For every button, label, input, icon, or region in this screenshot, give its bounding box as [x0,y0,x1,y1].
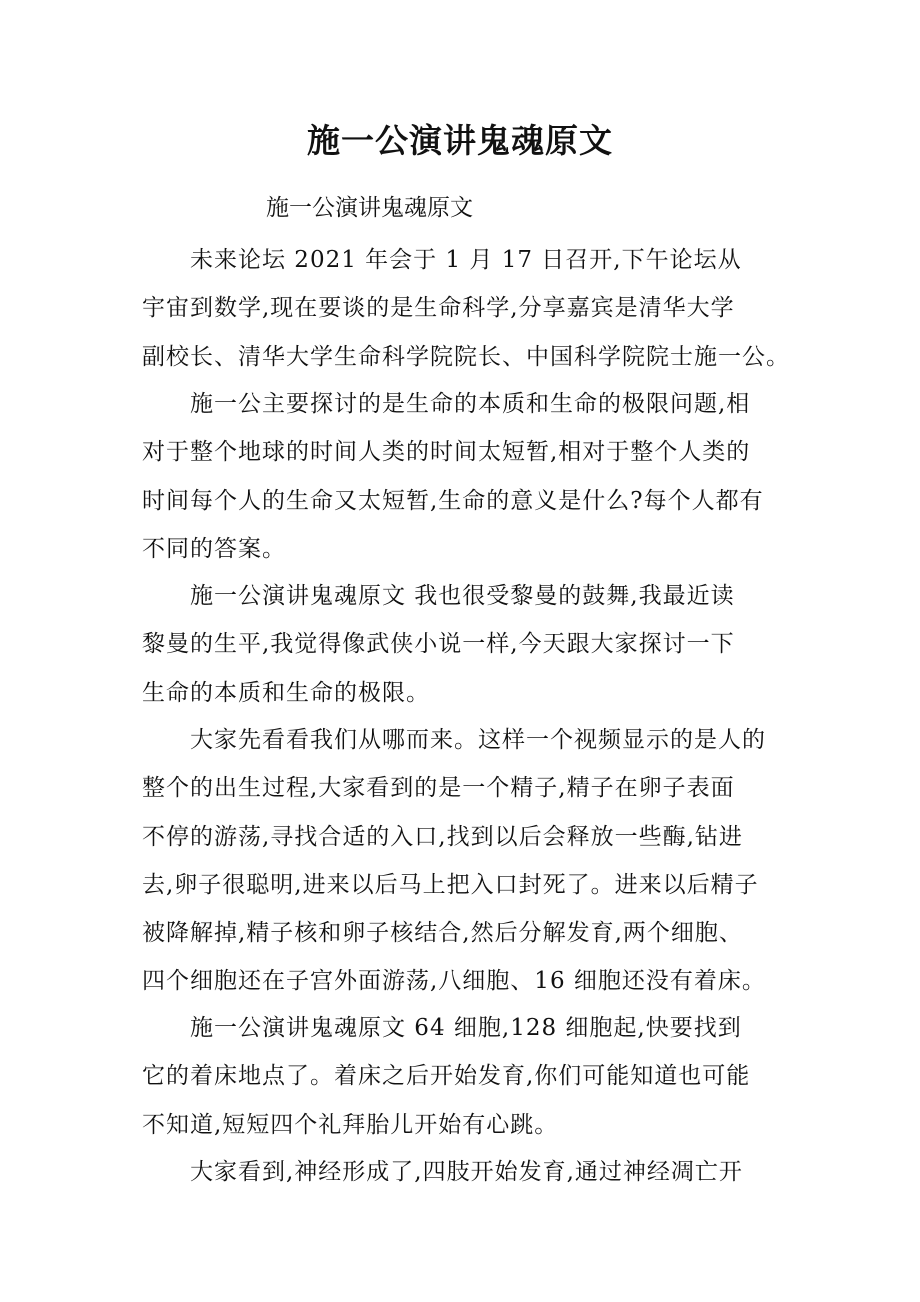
paragraph-line: 施一公演讲鬼魂原文 64 细胞,128 细胞起,快要找到 [190,1015,742,1041]
paragraph-line: 它的着床地点了。着床之后开始发育,你们可能知道也可能 [142,1063,751,1090]
paragraph-line: 不知道,短短四个礼拜胎儿开始有心跳。 [142,1111,559,1138]
paragraph-line: 大家看到,神经形成了,四肢开始发育,通过神经凋亡开 [190,1159,743,1185]
paragraph-line: 未来论坛 2021 年会于 1 月 17 日召开,下午论坛从 [190,247,742,273]
paragraph-line: 施一公主要探讨的是生命的本质和生命的极限问题,相 [190,391,751,417]
paragraph-line: 去,卵子很聪明,进来以后马上把入口封死了。进来以后精子 [142,871,759,898]
paragraph-line: 宇宙到数学,现在要谈的是生命科学,分享嘉宾是清华大学 [142,295,735,322]
paragraph-line: 施一公演讲鬼魂原文 我也很受黎曼的鼓舞,我最近读 [190,583,735,609]
paragraph [142,1004,782,1149]
paragraph-line: 时间每个人的生命又太短暂,生命的意义是什么?每个人都有 [142,487,764,514]
document-title: 施一公演讲鬼魂原文 [307,121,613,160]
paragraph-line: 大家先看看我们从哪而来。这样一个视频显示的是人的 [190,727,766,753]
paragraph-line: 四个细胞还在子宫外面游荡,八细胞、16 细胞还没有着床。 [142,968,766,995]
paragraph [142,380,782,573]
paragraph-line: 不停的游荡,寻找合适的入口,找到以后会释放一些酶,钻进 [142,823,743,850]
paragraph-line: 对于整个地球的时间人类的时间太短暂,相对于整个人类的 [142,439,751,466]
paragraph [142,572,782,717]
paragraph-line: 整个的出生过程,大家看到的是一个精子,精子在卵子表面 [142,775,735,802]
paragraph [142,1148,782,1196]
paragraph-line: 黎曼的生平,我觉得像武侠小说一样,今天跟大家探讨一下 [142,631,735,658]
paragraph-line: 副校长、清华大学生命科学院院长、中国科学院院士施一公。 [142,343,790,370]
document-subtitle: 施一公演讲鬼魂原文 [266,195,473,221]
paragraph-line: 不同的答案。 [142,535,286,562]
paragraph [142,236,790,381]
paragraph [142,716,782,1006]
paragraph-line: 生命的本质和生命的极限。 [142,679,430,706]
paragraph-line: 被降解掉,精子核和卵子核结合,然后分解发育,两个细胞、 [142,920,743,947]
